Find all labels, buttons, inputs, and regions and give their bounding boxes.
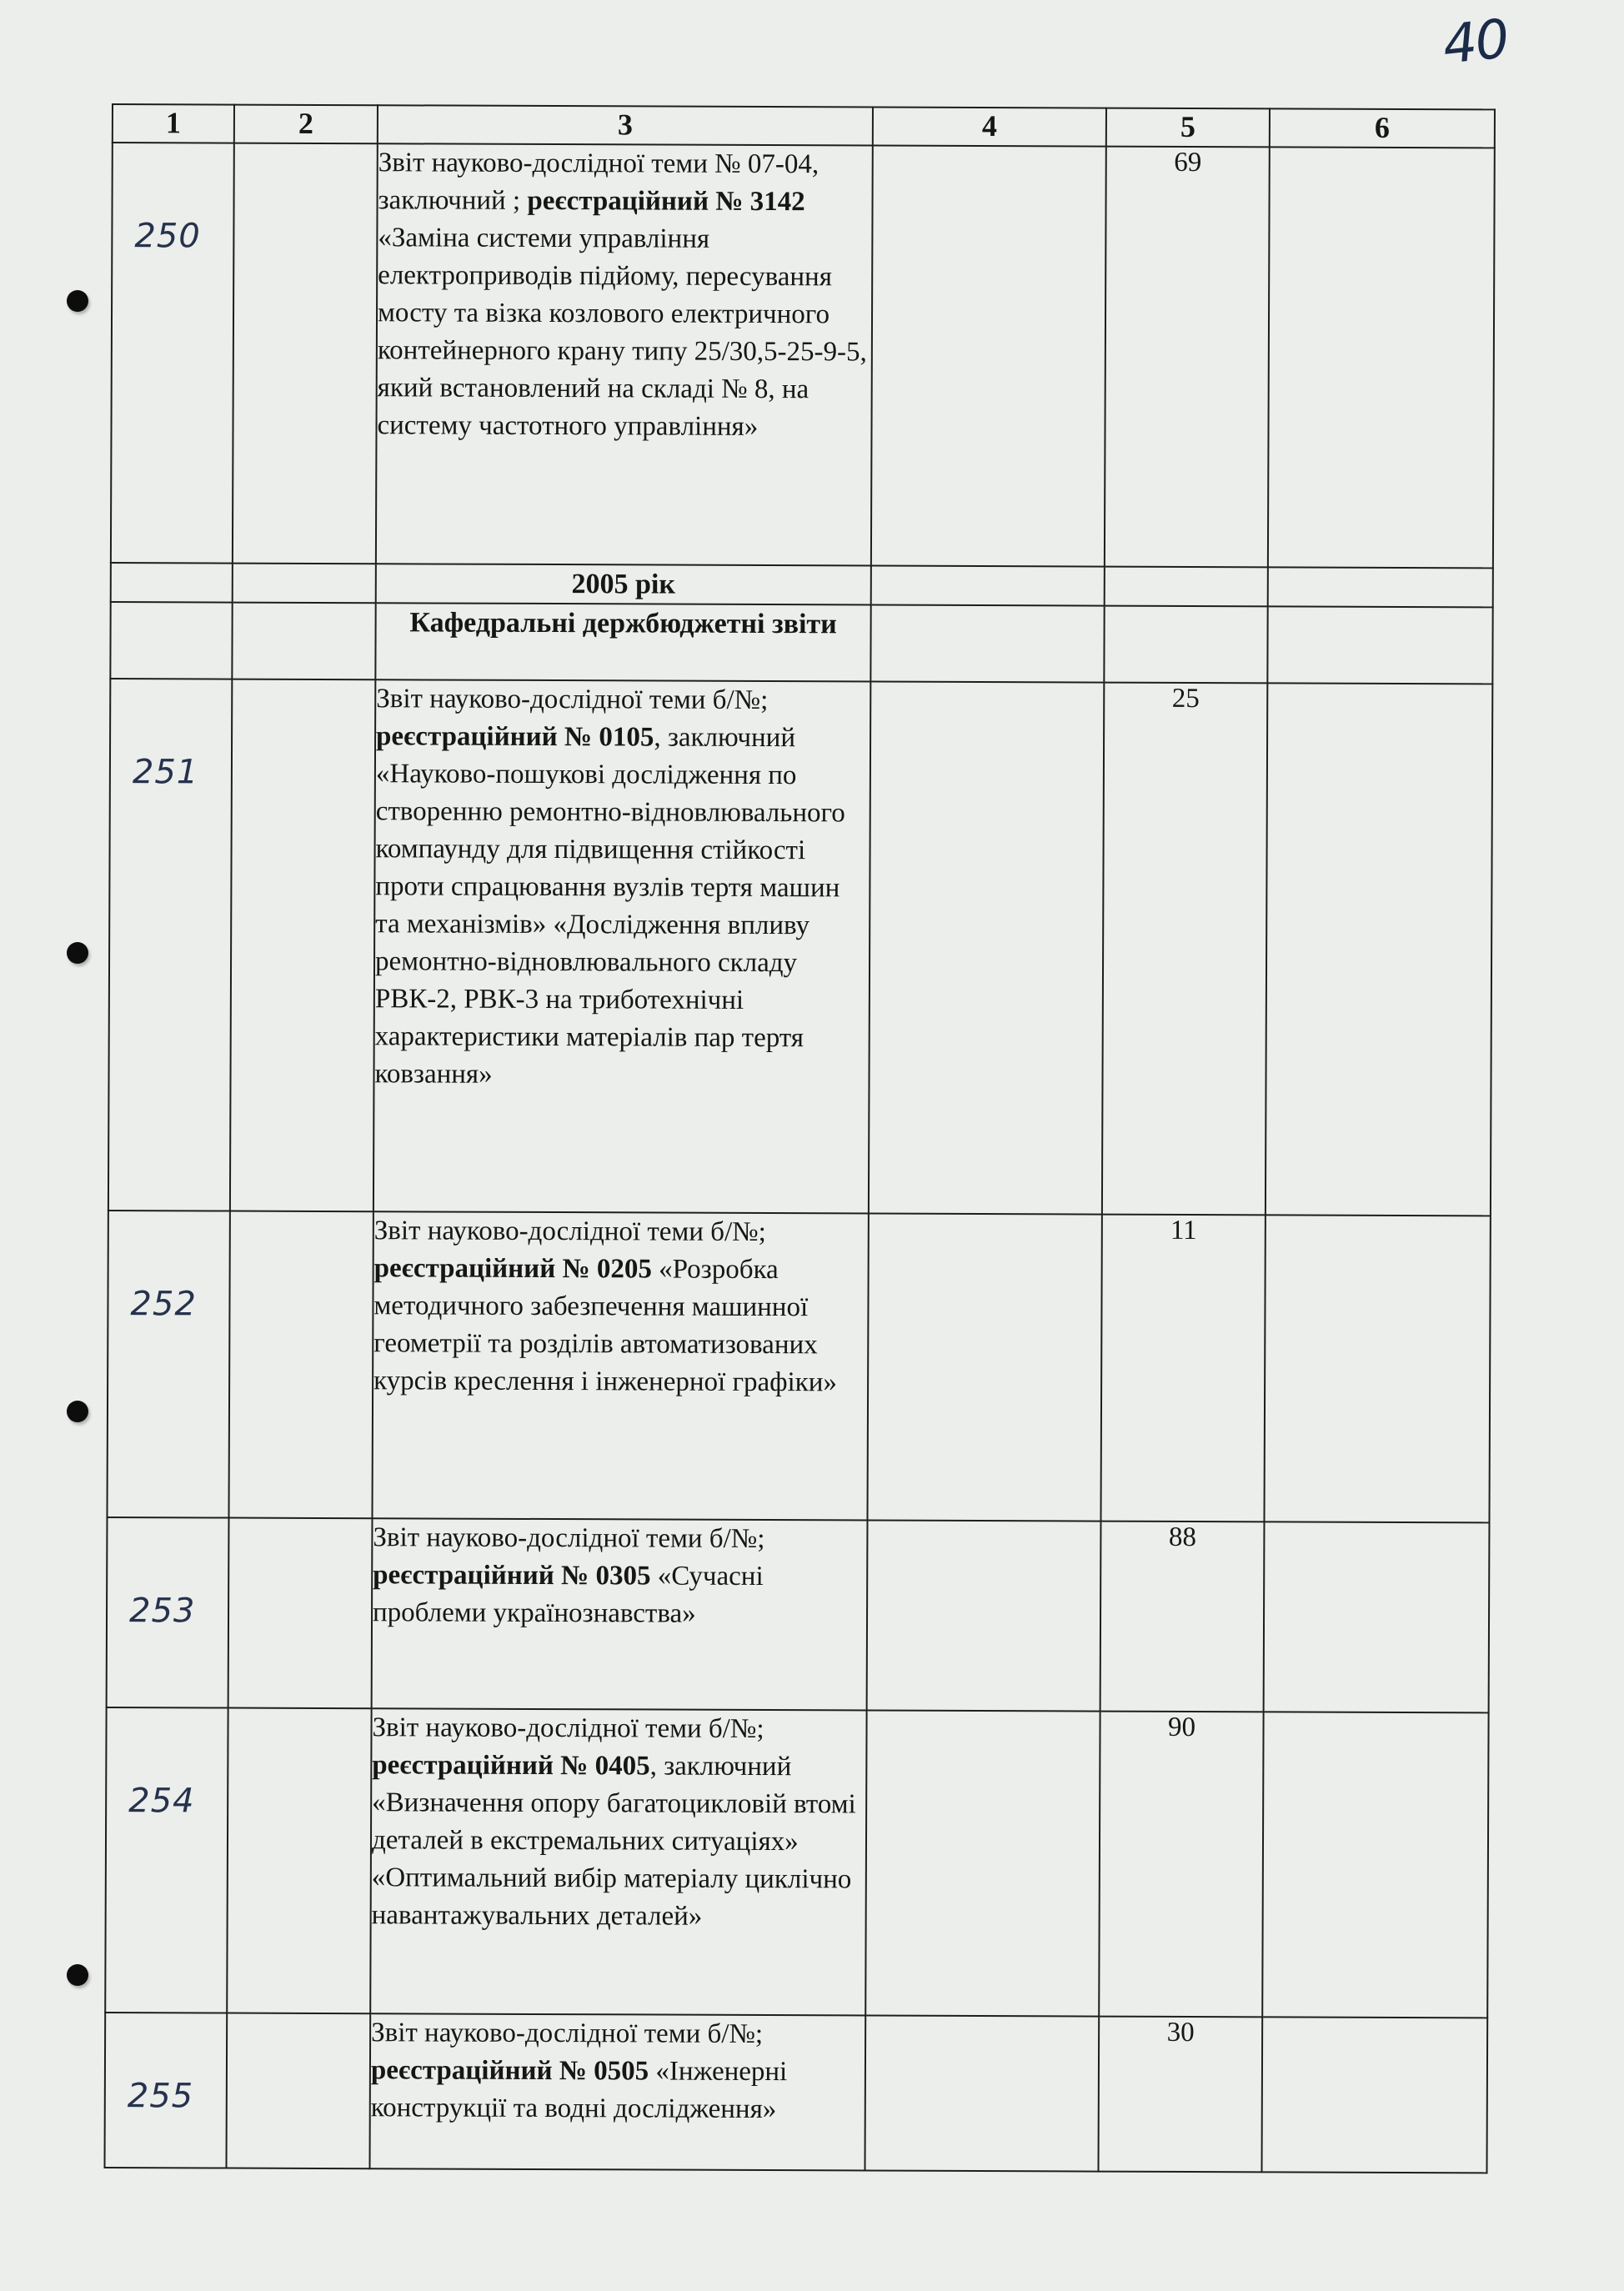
registration-number: реєстраційний № 0305 — [373, 1560, 651, 1592]
column-header: 1 — [113, 104, 234, 143]
empty-cell — [1262, 1712, 1488, 2018]
binder-hole — [67, 942, 88, 964]
desc-text: «Розробка методичного забезпечення машинної геометрії та розділів автоматизованих курсів креслення і інженерної графіки» — [373, 1254, 837, 1398]
entry-description — [370, 1708, 866, 2015]
column-header: 3 — [378, 105, 873, 145]
binder-hole — [67, 290, 88, 312]
register-table — [103, 103, 1495, 2173]
empty-cell — [871, 146, 1106, 567]
handwritten-entry-number: 253 — [128, 1592, 196, 1631]
empty-cell — [227, 1708, 371, 2014]
registration-number: реєстраційний № 0405 — [372, 1750, 650, 1782]
empty-cell — [230, 679, 375, 1212]
entry-number-cell — [107, 1517, 229, 1708]
binder-hole — [67, 1401, 88, 1422]
entry-number-cell — [111, 143, 234, 564]
empty-cell — [869, 682, 1104, 1215]
desc-text: «Інженерні конструкції та водні дослідження» — [370, 2056, 788, 2125]
empty-cell — [1261, 2017, 1487, 2173]
empty-cell — [865, 2015, 1099, 2171]
entry-number-cell — [105, 1707, 228, 2013]
entry-description — [373, 679, 870, 1213]
desc-text: «Сучасні проблеми українознавства» — [372, 1561, 764, 1629]
empty-cell — [1266, 683, 1492, 1216]
desc-text: Звіт науково-дослідної теми б/№; — [371, 2018, 764, 2050]
table-row — [108, 679, 1492, 1216]
handwritten-entry-number: 251 — [132, 753, 199, 792]
header-row — [113, 104, 1495, 148]
column-header: 4 — [873, 108, 1106, 147]
empty-cell — [867, 1520, 1101, 1711]
entry-description — [369, 2013, 865, 2170]
desc-text: Звіт науково-дослідної теми б/№; — [376, 684, 769, 716]
page-number: 40 — [1439, 8, 1511, 77]
page-count: 88 — [1100, 1521, 1265, 1712]
desc-text: «Заміна системи управління електроприводів підйому, пересування мосту та візка козлового електричного контейнерного крану типу 25/30,5-25-9-5, який встановлений на складі № 8, на систему частотного управління» — [377, 223, 867, 442]
column-header: 6 — [1270, 108, 1495, 148]
table-row — [104, 2013, 1487, 2173]
empty-cell — [1264, 1521, 1490, 1712]
desc-text: , заключний «Науково-пошукові дослідження по створенню ремонтно-відновлювального компаунду для підвищення стійкості проти спрацювання вузлів тертя машин та механізмів» «Дослідження впливу ремонтно-відновлювального складу РВК-2, РВК-3 на триботехнічні характеристики матеріалів пар тертя ковзання» — [374, 722, 845, 1090]
entry-description — [372, 1518, 868, 1710]
entry-number-cell — [104, 2013, 227, 2168]
table-row — [107, 1211, 1490, 1522]
empty-cell — [228, 1518, 373, 1709]
column-header: 2 — [234, 105, 378, 144]
handwritten-entry-number: 250 — [134, 217, 201, 256]
page-count: 30 — [1098, 2017, 1262, 2173]
year-heading: 2005 рік — [376, 564, 871, 604]
page-count: 90 — [1099, 1712, 1263, 2018]
entry-description — [376, 143, 873, 565]
handwritten-entry-number: 252 — [130, 1285, 197, 1324]
desc-text: Звіт науково-дослідної теми б/№; — [372, 1712, 764, 1745]
desc-text: Звіт науково-дослідної теми № 07-04, заключний ; — [378, 148, 820, 216]
registration-number: реєстраційний № 0105 — [376, 721, 654, 753]
empty-cell — [226, 2013, 370, 2169]
empty-cell — [867, 1213, 1101, 1521]
empty-cell — [228, 1211, 373, 1519]
registration-number: реєстраційний № 0505 — [370, 2055, 649, 2087]
handwritten-entry-number: 255 — [127, 2077, 194, 2116]
binder-hole — [67, 1964, 88, 1986]
desc-text: Звіт науково-дослідної теми б/№; — [373, 1522, 765, 1555]
empty-cell — [233, 143, 378, 564]
page-count: 25 — [1102, 683, 1267, 1216]
page-count: 69 — [1105, 147, 1270, 568]
desc-text: , заключний «Визначення опору багатоцикловій втомі деталей в екстремальних ситуаціях» «Оптимальний вибір матеріалу циклічно навантажувальних деталей» — [371, 1751, 856, 1932]
section-row — [111, 563, 1493, 607]
empty-cell — [1264, 1215, 1490, 1522]
page-count: 11 — [1100, 1215, 1265, 1522]
section-row — [110, 602, 1492, 684]
entry-description — [372, 1211, 868, 1520]
column-header: 5 — [1106, 108, 1270, 148]
table-row — [105, 1707, 1488, 2018]
section-heading: Кафедральні держбюджетні звіти — [375, 603, 870, 681]
empty-cell — [865, 1710, 1100, 2016]
table-row — [107, 1517, 1490, 1712]
empty-cell — [1268, 147, 1495, 568]
entry-number-cell — [108, 679, 232, 1211]
entry-number-cell — [107, 1211, 229, 1518]
table-row — [111, 143, 1495, 568]
registration-number: реєстраційний № 3142 — [527, 185, 805, 218]
registration-number: реєстраційний № 0205 — [373, 1253, 652, 1285]
desc-text: Звіт науково-дослідної теми б/№; — [373, 1216, 766, 1248]
handwritten-entry-number: 254 — [128, 1782, 195, 1821]
